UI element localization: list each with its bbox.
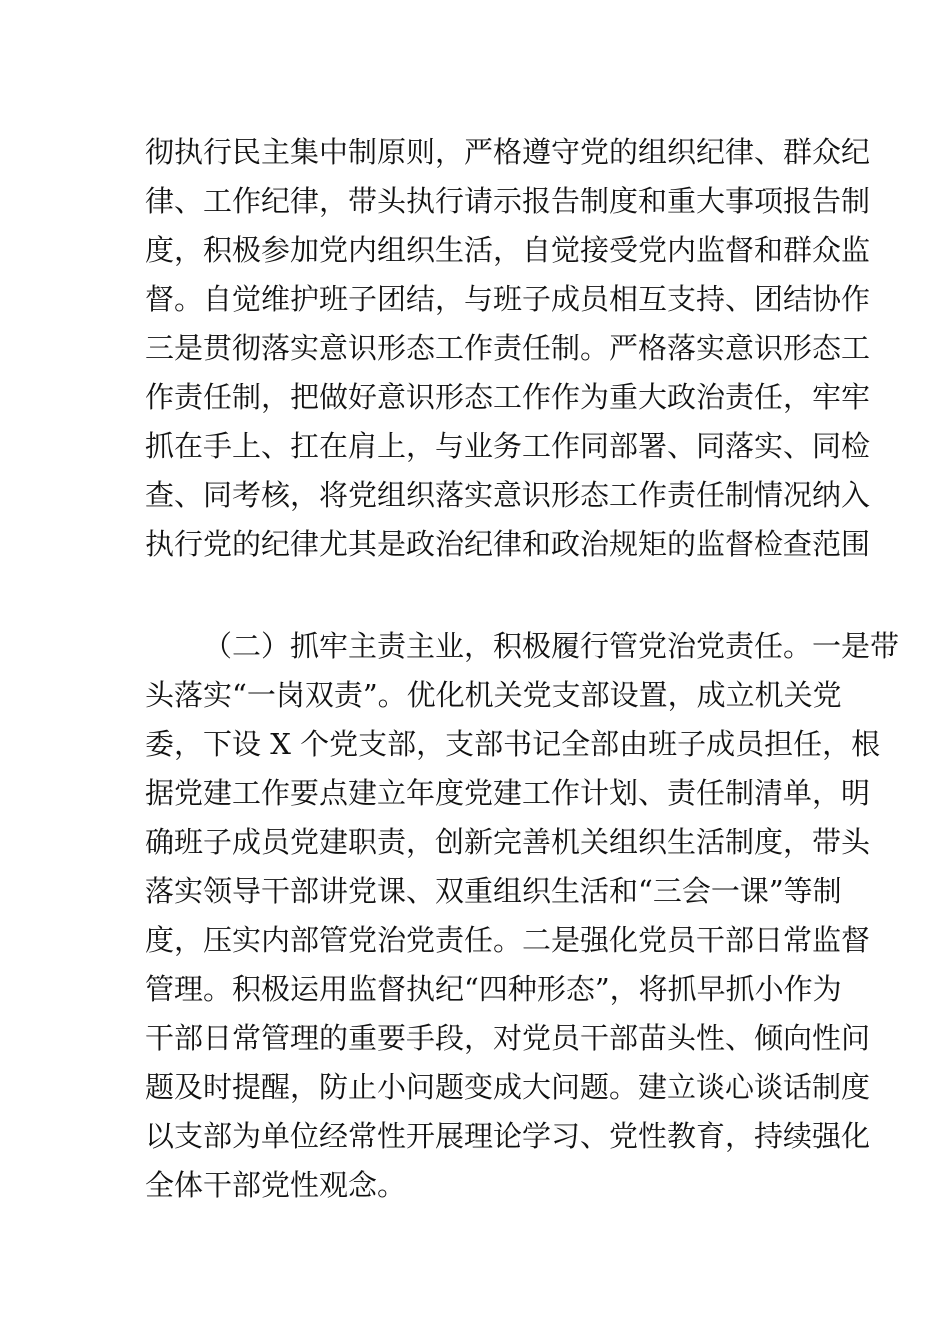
text-line: 管理。积极运用监督执纪“四种形态”，将抓早抓小作为: [145, 972, 842, 1006]
text-line: 律、工作纪律，带头执行请示报告制度和重大事项报告制: [145, 184, 871, 218]
text-line: 作责任制，把做好意识形态工作作为重大政治责任，牢牢: [145, 380, 871, 414]
text-line: 头落实“一岗双责”。优化机关党支部设置，成立机关党: [145, 678, 842, 712]
text-line: 度，压实内部管党治党责任。二是强化党员干部日常监督: [145, 923, 871, 957]
text-line: 彻执行民主集中制原则，严格遵守党的组织纪律、群众纪: [145, 135, 871, 169]
text-line: 度，积极参加党内组织生活，自觉接受党内监督和群众监: [145, 233, 871, 267]
text-line: 干部日常管理的重要手段，对党员干部苗头性、倾向性问: [145, 1021, 871, 1055]
text-line: （二）抓牢主责主业，积极履行管党治党责任。一是带: [203, 629, 900, 663]
text-line: 题及时提醒，防止小问题变成大问题。建立谈心谈话制度: [145, 1070, 871, 1104]
text-line: 据党建工作要点建立年度党建工作计划、责任制清单，明: [145, 776, 871, 810]
text-line: 全体干部党性观念。: [145, 1168, 407, 1202]
text-line: 执行党的纪律尤其是政治纪律和政治规矩的监督检查范围: [145, 527, 871, 561]
text-line: 三是贯彻落实意识形态工作责任制。严格落实意识形态工: [145, 331, 871, 365]
text-line: 查、同考核，将党组织落实意识形态工作责任制情况纳入: [145, 478, 871, 512]
text-line: 以支部为单位经常性开展理论学习、党性教育，持续强化: [145, 1119, 871, 1153]
text-line: 委，下设 X 个党支部，支部书记全部由班子成员担任，根: [145, 727, 881, 761]
text-line: 落实领导干部讲党课、双重组织生活和“三会一课”等制: [145, 874, 842, 908]
text-line: 抓在手上、扛在肩上，与业务工作同部署、同落实、同检: [145, 429, 871, 463]
text-line: 督。自觉维护班子团结，与班子成员相互支持、团结协作: [145, 282, 871, 316]
text-line: 确班子成员党建职责，创新完善机关组织生活制度，带头: [145, 825, 871, 859]
